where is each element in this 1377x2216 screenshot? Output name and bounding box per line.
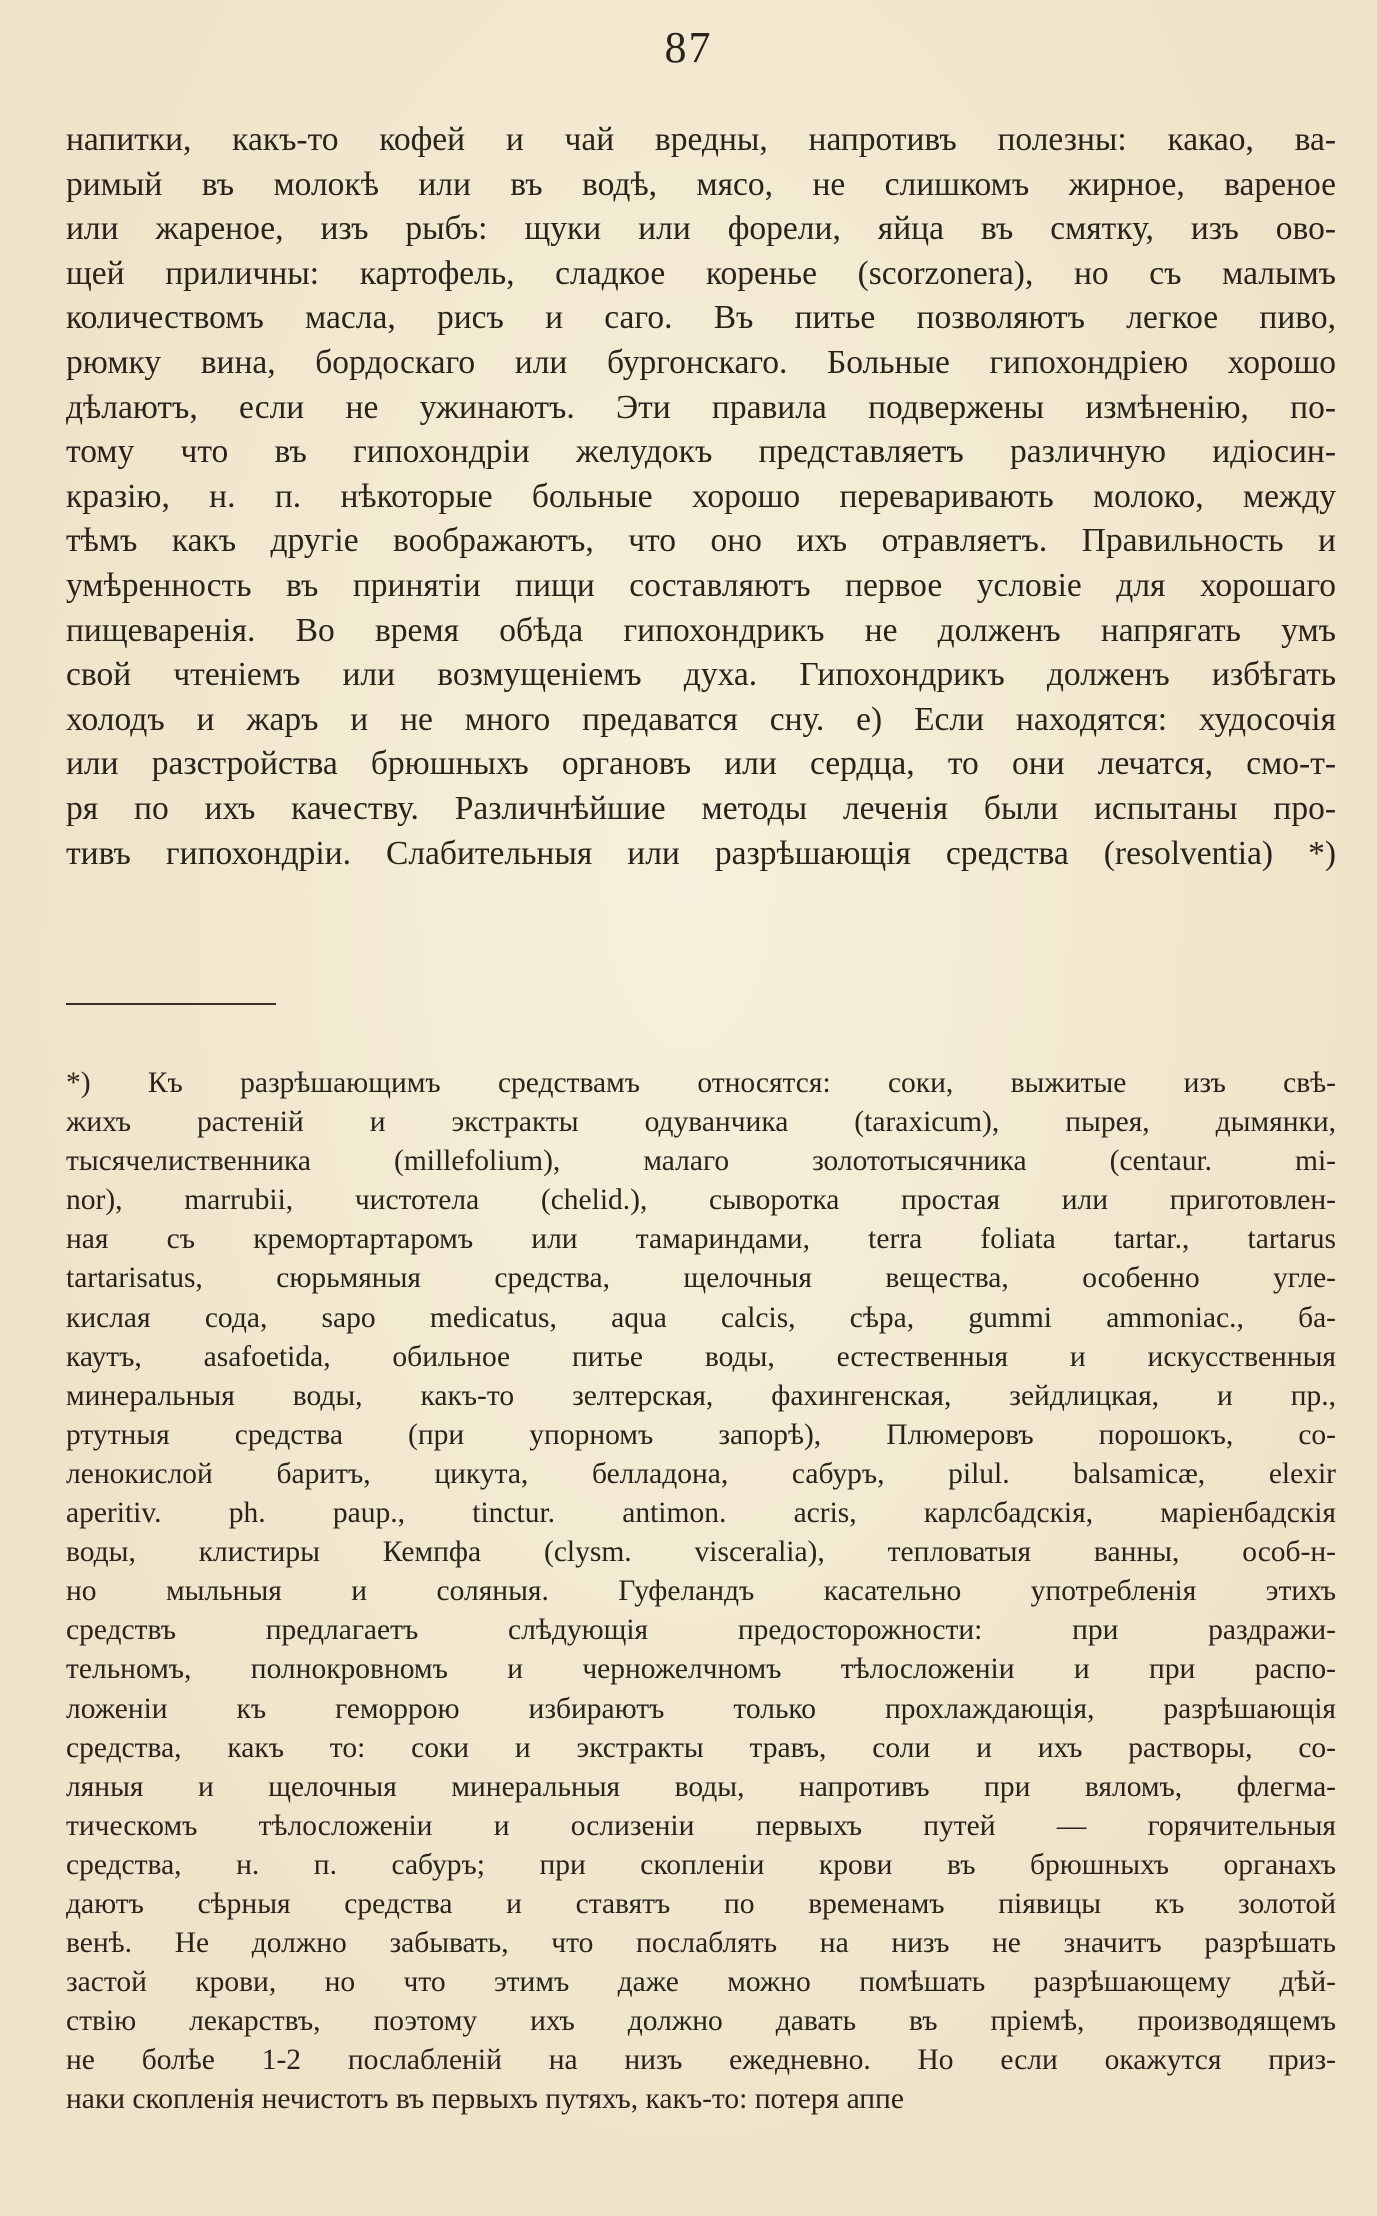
text-line: тѣмъ какъ другіе воображаютъ, что оно ихъ отравляетъ. Правильность и — [66, 522, 1336, 560]
text-line: римый въ молокѣ или въ водѣ, мясо, не слишкомъ жирное, вареное — [66, 165, 1336, 203]
text-line: или жареное, изъ рыбъ: щуки или форели, яйца въ смятку, изъ ово- — [66, 210, 1336, 248]
footnote-line: кислая сода, sapo medicatus, aqua calcis, сѣра, gummi ammoniac., ба- — [66, 1301, 1336, 1334]
text-line: дѣлаютъ, если не ужинаютъ. Эти правила подвержены измѣненію, по- — [66, 388, 1336, 426]
text-line: количествомъ масла, рисъ и саго. Въ питье позволяютъ легкое пиво, — [66, 299, 1336, 337]
main-text-block — [66, 118, 1336, 876]
text-line: тивъ гипохондріи. Слабительныя или разрѣшающія средства (resolventia) *) — [66, 834, 1336, 872]
footnote-line: aperitiv. ph. paup., tinctur. antimon. acris, карлсбадскія, маріенбадскія — [66, 1497, 1336, 1530]
footnote-line: ствію лекарствъ, поэтому ихъ должно давать въ пріемѣ, производящемъ — [66, 2005, 1336, 2038]
text-line: щей приличны: картофель, сладкое коренье (scorzonera), но съ малымъ — [66, 254, 1336, 292]
footnote-line: жихъ растеній и экстракты одуванчика (taraxicum), пырея, дымянки, — [66, 1106, 1336, 1139]
footnote-line: минеральныя воды, какъ-то зелтерская, фахингенская, зейдлицкая, и пр., — [66, 1379, 1336, 1412]
footnote-line: ртутныя средства (при упорномъ запорѣ), Плюмеровъ порошокъ, со- — [66, 1418, 1336, 1451]
footnote-line: тельномъ, полнокровномъ и черножелчномъ тѣлосложеніи и при распо- — [66, 1653, 1336, 1686]
footnote-line: застой крови, но что этимъ даже можно помѣшать разрѣшающему дѣй- — [66, 1966, 1336, 1999]
footnote-line: наки скопленія нечистотъ въ первыхъ путяхъ, какъ-то: потеря аппе — [66, 2083, 904, 2116]
footnote-line: tartarisatus, сюрьмяныя средства, щелочныя вещества, особенно угле- — [66, 1262, 1336, 1295]
text-line: тому что въ гипохондріи желудокъ представляетъ различную идіосин- — [66, 433, 1336, 471]
footnote-line: каутъ, asafoetida, обильное питье воды, естественныя и искусственныя — [66, 1340, 1336, 1373]
footnote-line: но мыльныя и соляныя. Гуфеландъ касательно употребленія этихъ — [66, 1575, 1336, 1608]
footnote-line: средства, н. п. сабуръ; при скопленіи крови въ брюшныхъ органахъ — [66, 1848, 1336, 1881]
footnote-line: даютъ сѣрныя средства и ставятъ по временамъ піявицы къ золотой — [66, 1887, 1336, 1920]
text-line: свой чтеніемъ или возмущеніемъ духа. Гипохондрикъ долженъ избѣгать — [66, 656, 1336, 694]
footnote-line: ная съ кремортартаромъ или тамариндами, terra foliata tartar., tartarus — [66, 1223, 1336, 1256]
text-line: или разстройства брюшныхъ органовъ или сердца, то они лечатся, смо-т- — [66, 745, 1336, 783]
text-line: кразію, н. п. нѣкоторые больные хорошо переваривають молоко, между — [66, 477, 1336, 515]
footnote-line: венѣ. Не должно забывать, что послаблять на низъ не значитъ разрѣшать — [66, 1927, 1336, 1960]
text-line: ря по ихъ качеству. Различнѣйшие методы леченія были испытаны про- — [66, 789, 1336, 827]
footnote-line: средства, какъ то: соки и экстракты травъ, соли и ихъ растворы, со- — [66, 1731, 1336, 1764]
footnote-line: не болѣе 1-2 послабленій на низъ ежедневно. Но если окажутся приз- — [66, 2044, 1336, 2077]
text-line: рюмку вина, бордоскаго или бургонскаго. Больные гипохондріею хорошо — [66, 343, 1336, 381]
footnote-line: ленокислой баритъ, цикута, белладона, сабуръ, pilul. balsamicæ, elexir — [66, 1457, 1336, 1490]
footnote-line: воды, клистиры Кемпфа (clysm. visceralia), тепловатыя ванны, особ-н- — [66, 1536, 1336, 1569]
footnote-line: nor), marrubii, чистотела (chelid.), сыворотка простая или приготовлен- — [66, 1184, 1336, 1217]
footnote-line: тическомъ тѣлосложеніи и ослизеніи первыхъ путей — горячительныя — [66, 1809, 1336, 1842]
footnote-line: средствъ предлагаетъ слѣдующія предосторожности: при раздражи- — [66, 1614, 1336, 1647]
text-line: умѣренность въ принятіи пищи составляютъ первое условіе для хорошаго — [66, 566, 1336, 604]
footnote-line: тысячелиственника (millefolium), малаго золототысячника (centaur. mi- — [66, 1145, 1336, 1178]
text-line: пищеваренія. Во время обѣда гипохондрикъ не долженъ напрягать умъ — [66, 611, 1336, 649]
page-number: 87 — [664, 23, 713, 72]
footnote-line: *) Къ разрѣшающимъ средствамъ относятся: соки, выжитые изъ свѣ- — [66, 1067, 1336, 1099]
text-line: холодъ и жаръ и не много предаватся сну. е) Если находятся: худосочія — [66, 700, 1336, 738]
text-line: напитки, какъ-то кофей и чай вредны, напротивъ полезны: какао, ва- — [66, 121, 1336, 158]
footnote-block — [66, 1064, 1336, 2120]
footnote-line: ляныя и щелочныя минеральныя воды, напротивъ при вяломъ, флегма- — [66, 1770, 1336, 1803]
footnote-divider — [66, 1003, 276, 1005]
footnote-line: ложеніи къ геморрою избираютъ только прохлаждающія, разрѣшающія — [66, 1692, 1336, 1725]
